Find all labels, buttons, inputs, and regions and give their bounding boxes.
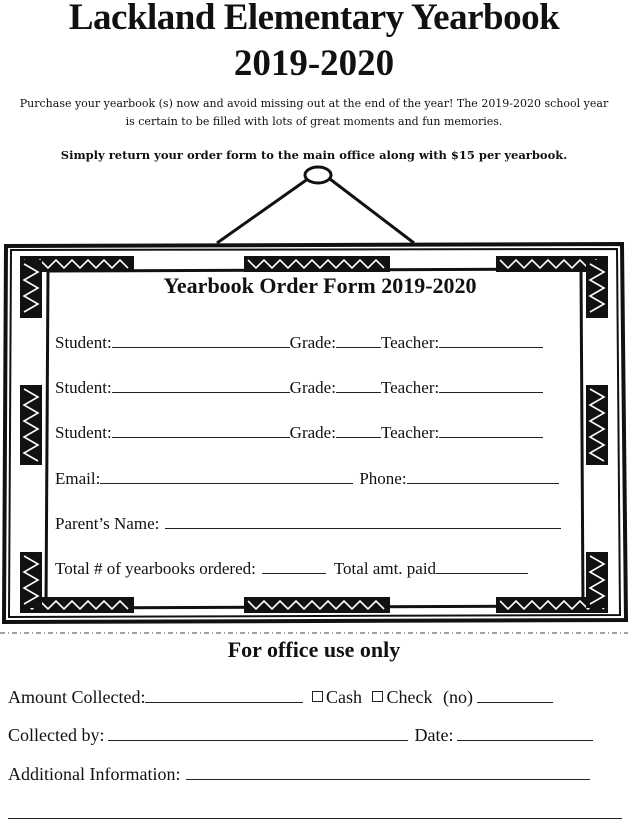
total-yearbooks-label: Total # of yearbooks ordered: bbox=[55, 559, 256, 578]
frame-ornament bbox=[20, 385, 42, 465]
additional-info-field-line-2[interactable] bbox=[8, 818, 622, 819]
grade-label: Grade: bbox=[289, 378, 336, 397]
amount-collected-field[interactable] bbox=[145, 684, 303, 703]
student-row-2 bbox=[55, 376, 543, 398]
student-label: Student: bbox=[55, 333, 112, 352]
collected-by-field[interactable] bbox=[108, 722, 408, 741]
grade-label: Grade: bbox=[289, 333, 336, 352]
student-row-1 bbox=[55, 331, 543, 353]
student-label: Student: bbox=[55, 378, 112, 397]
page-title: Lackland Elementary Yearbook bbox=[68, 0, 560, 38]
student-row-3 bbox=[55, 421, 543, 443]
frame-ornament bbox=[244, 597, 390, 613]
totals-row bbox=[55, 557, 528, 579]
cash-option[interactable] bbox=[312, 687, 362, 707]
student-name-field[interactable] bbox=[112, 421, 290, 438]
grade-field[interactable] bbox=[336, 331, 381, 348]
grade-label: Grade: bbox=[289, 423, 336, 442]
cash-label: Cash bbox=[325, 687, 362, 707]
collected-by-row bbox=[8, 722, 593, 746]
parent-name-label: Parent’s Name: bbox=[55, 514, 160, 533]
teacher-label: Teacher: bbox=[380, 333, 440, 352]
total-paid-field[interactable] bbox=[436, 557, 528, 574]
teacher-field[interactable] bbox=[439, 421, 543, 438]
parent-name-field[interactable] bbox=[165, 512, 561, 529]
frame-ornament bbox=[586, 385, 608, 465]
check-number-label: (no) bbox=[442, 687, 473, 707]
teacher-field[interactable] bbox=[439, 376, 543, 393]
student-name-field[interactable] bbox=[112, 376, 290, 393]
collected-by-label: Collected by: bbox=[8, 725, 105, 745]
email-field[interactable] bbox=[100, 467, 353, 484]
date-label: Date: bbox=[414, 725, 454, 745]
return-instructions: Simply return your order form to the main office along with $15 per yearbook. bbox=[60, 148, 568, 162]
phone-field[interactable] bbox=[407, 467, 559, 484]
order-form-title: Yearbook Order Form 2019-2020 bbox=[163, 273, 477, 298]
check-label: Check bbox=[386, 687, 433, 707]
total-yearbooks-field[interactable] bbox=[262, 557, 326, 574]
date-field[interactable] bbox=[457, 722, 593, 741]
hanger-icon bbox=[217, 167, 414, 243]
office-use-title: For office use only bbox=[227, 637, 401, 662]
amount-collected-row bbox=[8, 684, 553, 708]
amount-collected-label: Amount Collected: bbox=[8, 687, 146, 707]
check-checkbox[interactable] bbox=[372, 691, 383, 702]
grade-field[interactable] bbox=[336, 421, 381, 438]
cut-line-divider bbox=[0, 630, 628, 636]
additional-info-label: Additional Information: bbox=[8, 764, 181, 784]
cash-checkbox[interactable] bbox=[312, 691, 323, 702]
teacher-label: Teacher: bbox=[380, 378, 440, 397]
frame-ornament bbox=[20, 552, 42, 608]
phone-label: Phone: bbox=[359, 469, 407, 488]
email-label: Email: bbox=[55, 469, 101, 488]
page-subtitle-year: 2019-2020 bbox=[233, 43, 395, 84]
student-name-field[interactable] bbox=[112, 331, 290, 348]
additional-info-row bbox=[8, 761, 590, 785]
frame-ornament bbox=[244, 256, 390, 272]
total-paid-label: Total amt. paid bbox=[333, 559, 437, 578]
teacher-field[interactable] bbox=[439, 331, 543, 348]
check-option[interactable] bbox=[372, 687, 432, 707]
student-label: Student: bbox=[55, 423, 112, 442]
email-phone-row bbox=[55, 467, 559, 489]
frame-ornament bbox=[586, 552, 608, 608]
frame-ornament bbox=[586, 260, 608, 318]
parent-name-row bbox=[55, 512, 561, 534]
additional-info-field[interactable] bbox=[186, 761, 590, 780]
teacher-label: Teacher: bbox=[380, 423, 440, 442]
grade-field[interactable] bbox=[336, 376, 381, 393]
frame-ornament bbox=[20, 260, 42, 318]
intro-text-line-1: Purchase your yearbook (s) now and avoid missing out at the end of the year! The 2019-2020 school year bbox=[19, 97, 609, 110]
intro-text-line-2: is certain to be filled with lots of great moments and fun memories. bbox=[125, 115, 503, 128]
check-number-field[interactable] bbox=[477, 684, 553, 703]
